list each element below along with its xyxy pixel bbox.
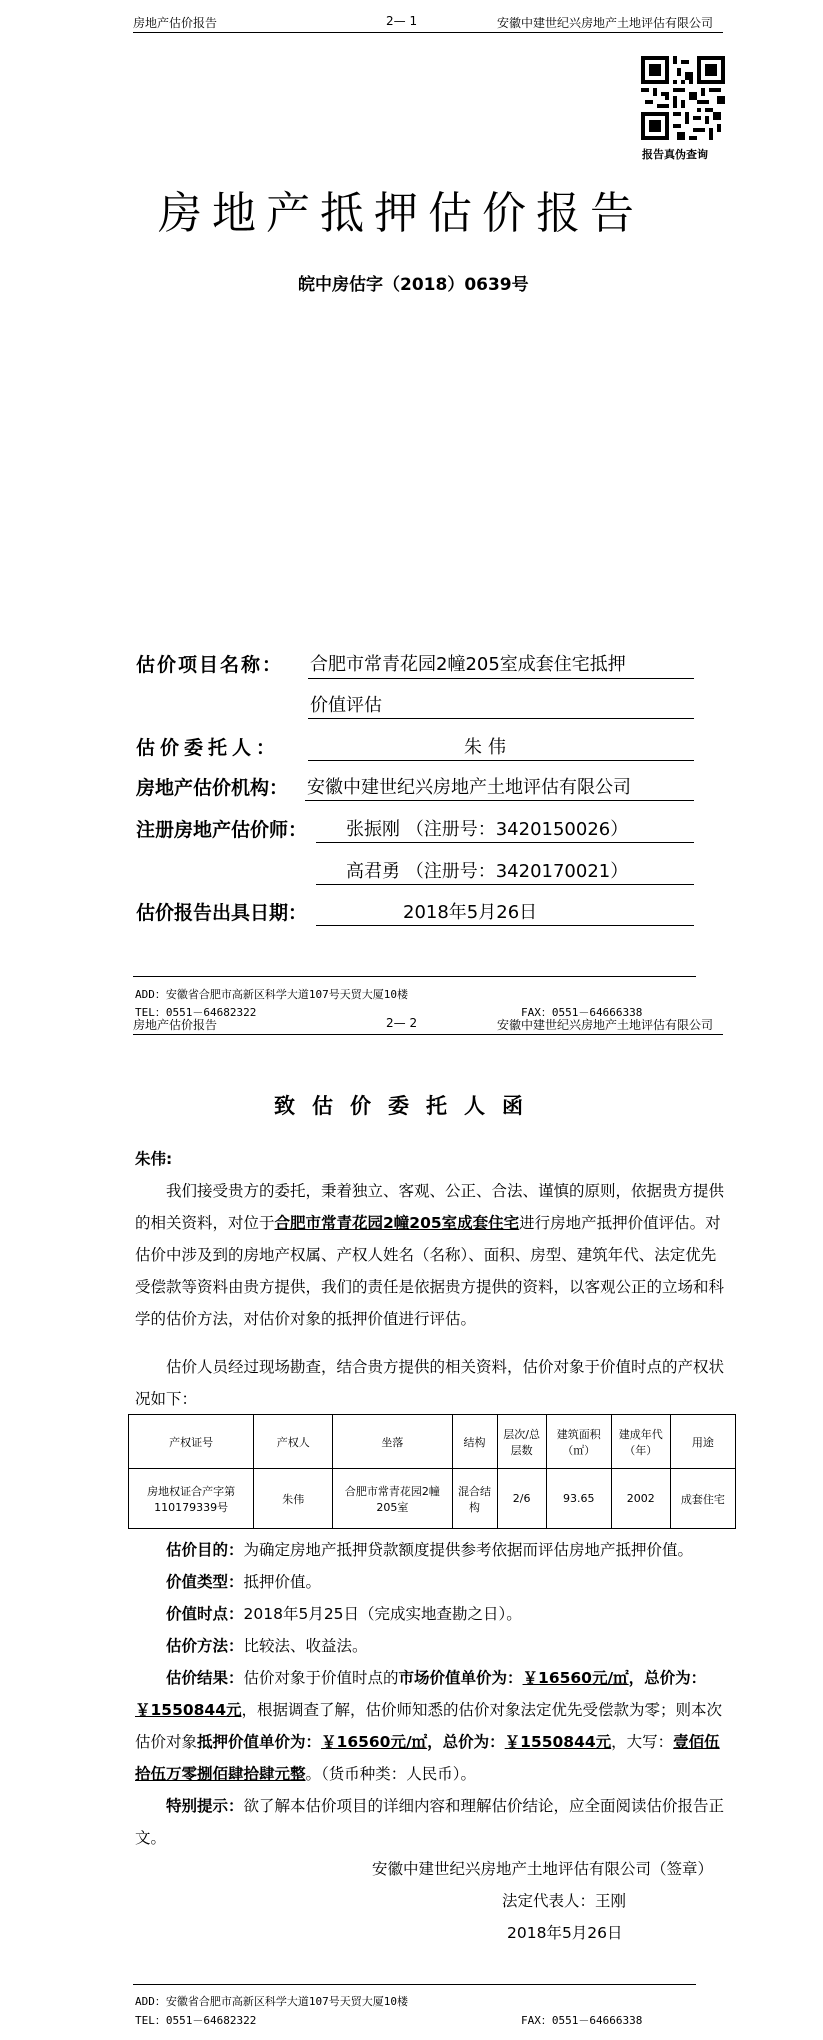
table-header-cell: 层次/总层数 (497, 1415, 546, 1469)
result-text: 估价对象于价值时点的 (243, 1669, 399, 1687)
purpose-value: 为确定房地产抵押贷款额度提供参考依据而评估房地产抵押价值。 (243, 1541, 694, 1559)
project-name-label: 估价项目名称： (136, 654, 284, 676)
underline (316, 884, 694, 885)
purpose-label: 估价目的： (166, 1541, 244, 1559)
result-label: 估价结果： (166, 1669, 244, 1687)
value-type-label: 价值类型： (166, 1573, 244, 1591)
market-total-price: ￥1550844元 (135, 1701, 242, 1719)
market-unit-price: ￥16560元/㎡ (522, 1669, 629, 1687)
result-text: ，大写： (611, 1733, 674, 1751)
purpose-line (166, 1534, 732, 1566)
underline (308, 760, 694, 761)
table-header-cell: 产权证号 (129, 1415, 254, 1469)
page2-footer-fax: FAX：0551－64666338 (521, 2014, 643, 2027)
page2-header-left: 房地产估价报告 (133, 1018, 218, 1032)
result-text: ， (427, 1733, 443, 1751)
intro-text-a: 我们接受贵方的委托，秉着独立、客观、公正、合法、谨慎的原则，依据贵方提供的相关资料，对位于 (135, 1182, 725, 1232)
page1-footer-fax: FAX：0551－64666338 (521, 1006, 643, 1019)
page2-header-right: 安徽中建世纪兴房地产土地评估有限公司 (497, 1018, 714, 1032)
page1-header-left: 房地产估价报告 (133, 16, 218, 30)
appraiser-1: 张振刚 （注册号：3420150026） (346, 819, 629, 840)
mortgage-total-price: ￥1550844元 (504, 1733, 612, 1751)
signature-date: 2018年5月26日 (507, 1924, 623, 1942)
qr-caption: 报告真伪查询 (642, 148, 708, 161)
underline (305, 800, 694, 801)
value-time-line (166, 1598, 522, 1630)
table-header-cell: 坐落 (333, 1415, 452, 1469)
table-cell: 房地权证合产字第110179339号 (129, 1469, 254, 1529)
agency-value: 安徽中建世纪兴房地产土地评估有限公司 (307, 777, 631, 798)
table-header-cell: 建成年代（年） (611, 1415, 670, 1469)
report-date-label: 估价报告出具日期： (136, 902, 308, 924)
page2-header-page: 2— 2 (386, 1016, 418, 1030)
table-cell: 混合结构 (452, 1469, 497, 1529)
result-text: ， (628, 1669, 645, 1687)
table-header-cell: 结构 (452, 1415, 497, 1469)
value-type-value: 抵押价值。 (243, 1573, 322, 1591)
page2-header-rule (133, 1034, 723, 1035)
property-table (128, 1414, 736, 1529)
intro-text-c: 进行房地产抵押价值评估。对估价中涉及到的房地产权属、产权人姓名（名称）、面积、房型、建筑年代、法定优先受偿款等资料由贵方提供，我们的责任是依据贵方提供的资料，以客观公正的立场和科学的估价方法，对估价对象的抵押价值进行评估。 (135, 1214, 725, 1328)
report-number: 皖中房估字（2018）0639号 (298, 275, 529, 295)
page2-footer-address: ADD：安徽省合肥市高新区科学大道107号天贸大厦10楼 (135, 1995, 408, 2008)
appraiser-2: 高君勇 （注册号：3420170021） (346, 861, 629, 882)
table-header-cell: 用途 (670, 1415, 735, 1469)
agency-label: 房地产估价机构： (136, 777, 289, 799)
page1-footer-rule (133, 976, 696, 977)
note-value: 欲了解本估价项目的详细内容和理解估价结论，应全面阅读估价报告正文。 (135, 1797, 725, 1847)
report-title: 房地产抵押估价报告 (158, 188, 644, 239)
result-text: ，根据调查了解，估价师知悉的估价对象法定优先受偿款为零；则本次估价对象 (135, 1701, 723, 1751)
signature-company: 安徽中建世纪兴房地产土地评估有限公司（签章） (372, 1860, 714, 1878)
client-label: 估价委托人： (136, 737, 281, 759)
paragraph-note (135, 1790, 731, 1854)
table-cell: 合肥市常青花园2幢205室 (333, 1469, 452, 1529)
underline (308, 718, 694, 719)
table-header-cell: 产权人 (254, 1415, 333, 1469)
mortgage-unit-price-label: 抵押价值单价为： (197, 1733, 322, 1751)
page1-footer-address: ADD：安徽省合肥市高新区科学大道107号天贸大厦10楼 (135, 988, 408, 1001)
table-cell: 2002 (611, 1469, 670, 1529)
project-name-value-line2: 价值评估 (310, 695, 382, 716)
page1-header-rule (133, 32, 723, 33)
paragraph-intro (135, 1175, 731, 1335)
paragraph-survey: 估价人员经过现场勘查，结合贵方提供的相关资料，估价对象于价值时点的产权状况如下： (135, 1358, 725, 1408)
page2-footer-tel: TEL：0551－64682322 (135, 2014, 257, 2027)
value-time-label: 价值时点： (166, 1605, 244, 1623)
method-value: 比较法、收益法。 (243, 1637, 368, 1655)
page1-header-right: 安徽中建世纪兴房地产土地评估有限公司 (497, 16, 714, 30)
table-header-row (129, 1415, 736, 1469)
salutation: 朱伟: (135, 1150, 173, 1168)
page2-footer-rule (133, 1984, 696, 1985)
signature-representative: 法定代表人：王刚 (502, 1892, 627, 1910)
report-date-value: 2018年5月26日 (403, 902, 538, 923)
value-time-value: 2018年5月25日（完成实地查勘之日）。 (243, 1605, 522, 1623)
method-label: 估价方法： (166, 1637, 244, 1655)
underline (308, 678, 694, 679)
amount-in-words: 壹佰伍拾伍万零捌佰肆拾肆元整 (135, 1733, 720, 1783)
market-total-label: 总价为： (644, 1669, 707, 1687)
value-type-line (166, 1566, 321, 1598)
table-cell: 93.65 (546, 1469, 611, 1529)
property-address: 合肥市常青花园2幢205室成套住宅 (274, 1214, 520, 1232)
note-label: 特别提示： (166, 1797, 244, 1815)
page1-footer-tel: TEL：0551－64682322 (135, 1006, 257, 1019)
qr-code-icon[interactable] (641, 56, 725, 140)
method-line (166, 1630, 368, 1662)
page1-header-page: 2— 1 (386, 14, 418, 28)
table-header-cell: 建筑面积（㎡） (546, 1415, 611, 1469)
client-value: 朱伟 (464, 737, 512, 758)
project-name-value-line1: 合肥市常青花园2幢205室成套住宅抵押 (310, 654, 626, 675)
mortgage-unit-price: ￥16560元/㎡ (321, 1733, 428, 1751)
underline (316, 842, 694, 843)
paragraph-result (135, 1662, 731, 1790)
appraiser-label: 注册房地产估价师： (136, 819, 308, 841)
table-cell: 成套住宅 (670, 1469, 735, 1529)
table-row (129, 1469, 736, 1529)
table-cell: 2/6 (497, 1469, 546, 1529)
result-text: 。（货币种类：人民币）。 (305, 1765, 477, 1783)
mortgage-total-label: 总价为： (442, 1733, 505, 1751)
table-cell: 朱伟 (254, 1469, 333, 1529)
market-unit-price-label: 市场价值单价为： (398, 1669, 523, 1687)
underline (316, 925, 694, 926)
letter-title: 致估价委托人函 (274, 1094, 540, 1118)
